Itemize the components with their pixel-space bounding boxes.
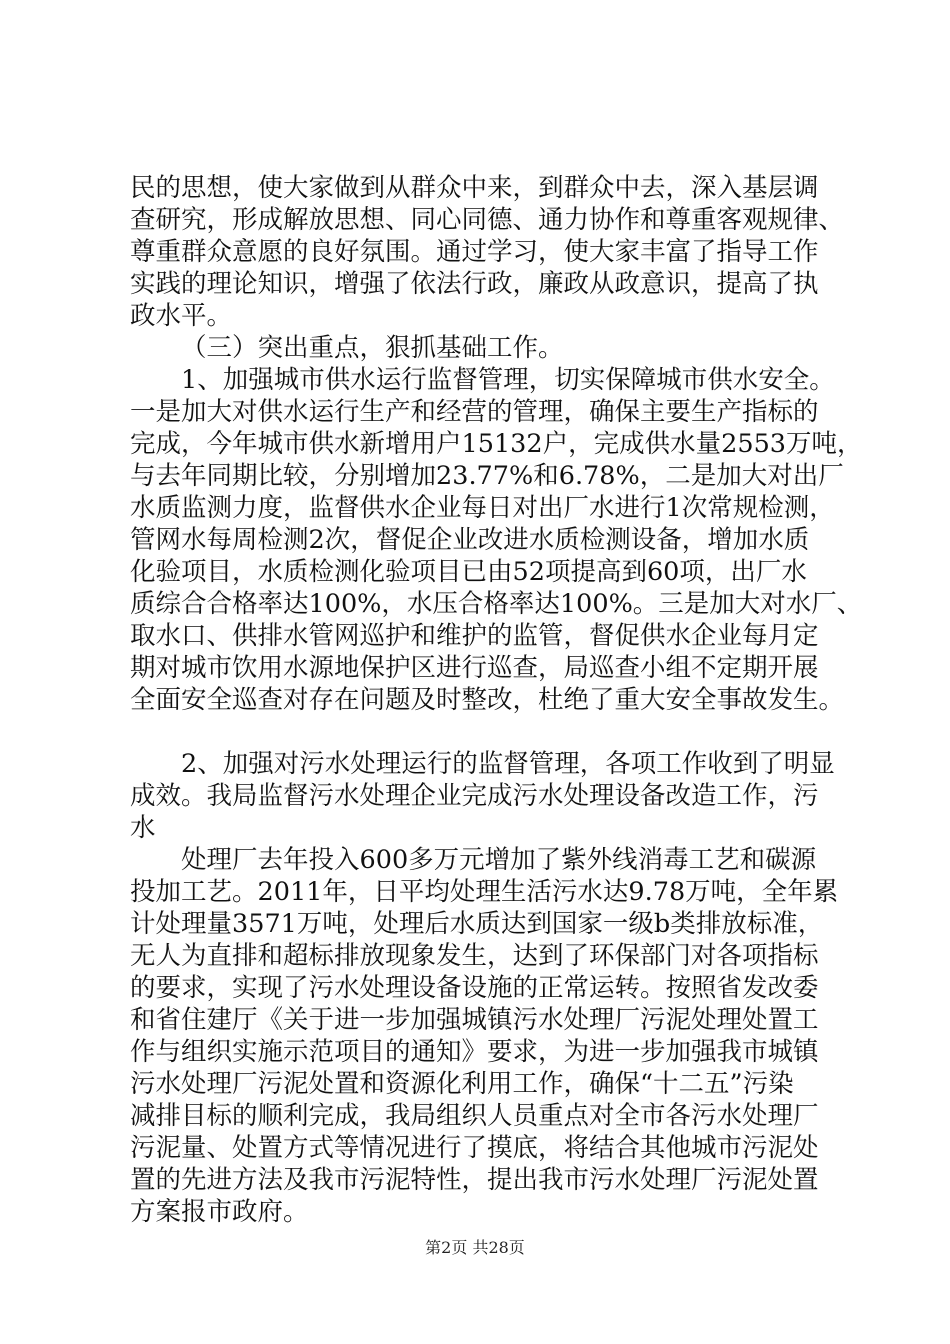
text-line: 投加工艺。2011年，日平均处理生活污水达9.78万吨，全年累 <box>130 877 839 907</box>
text-line: 民的思想，使大家做到从群众中来，到群众中去，深入基层调 <box>130 173 819 203</box>
text-line: 期对城市饮用水源地保护区进行巡查，局巡查小组不定期开展 <box>130 653 819 683</box>
text-line: 质综合合格率达100%，水压合格率达100%。三是加大对水厂、 <box>130 589 863 619</box>
text-line: 成效。我局监督污水处理企业完成污水处理设备改造工作，污 <box>130 781 819 811</box>
page-footer: 第2页 共28页 <box>425 1238 525 1257</box>
text-line: 取水口、供排水管网巡护和维护的监管，督促供水企业每月定 <box>130 621 819 651</box>
text-line: 无人为直排和超标排放现象发生，达到了环保部门对各项指标 <box>130 941 819 971</box>
text-line: 污水处理厂污泥处置和资源化利用工作，确保“十二五”污染 <box>130 1069 794 1099</box>
text-line: 完成，今年城市供水新增用户15132户，完成供水量2553万吨， <box>130 429 863 459</box>
text-line: 政水平。 <box>130 301 233 331</box>
text-line: 查研究，形成解放思想、同心同德、通力协作和尊重客观规律、 <box>130 205 845 235</box>
text-line: 水 <box>130 813 156 843</box>
text-line: 减排目标的顺利完成，我局组织人员重点对全市各污水处理厂 <box>130 1101 819 1131</box>
text-line: 尊重群众意愿的良好氛围。通过学习，使大家丰富了指导工作 <box>130 237 819 267</box>
text-line: 和省住建厅《关于进一步加强城镇污水处理厂污泥处理处置工 <box>130 1005 819 1035</box>
text-line: 作与组织实施示范项目的通知》要求，为进一步加强我市城镇 <box>130 1037 819 1067</box>
section-heading: （三）突出重点，狠抓基础工作。 <box>181 333 564 363</box>
text-line: 方案报市政府。 <box>130 1197 309 1227</box>
paragraph-start: 处理厂去年投入600多万元增加了紫外线消毒工艺和碳源 <box>181 845 817 875</box>
text-line: 计处理量3571万吨，处理后水质达到国家一级b类排放标准， <box>130 909 824 939</box>
text-line: 一是加大对供水运行生产和经营的管理，确保主要生产指标的 <box>130 397 819 427</box>
paragraph-start: 1、加强城市供水运行监督管理，切实保障城市供水安全。 <box>181 365 835 395</box>
text-line: 管网水每周检测2次，督促企业改进水质检测设备，增加水质 <box>130 525 810 555</box>
text-line: 污泥量、处置方式等情况进行了摸底，将结合其他城市污泥处 <box>130 1133 819 1163</box>
text-line: 置的先进方法及我市污泥特性，提出我市污水处理厂污泥处置 <box>130 1165 819 1195</box>
text-line: 化验项目，水质检测化验项目已由52项提高到60项，出厂水 <box>130 557 807 587</box>
text-line: 全面安全巡查对存在问题及时整改，杜绝了重大安全事故发生。 <box>130 685 845 715</box>
paragraph-start: 2、加强对污水处理运行的监督管理，各项工作收到了明显 <box>181 749 835 779</box>
text-line: 的要求，实现了污水处理设备设施的正常运转。按照省发改委 <box>130 973 819 1003</box>
text-line: 实践的理论知识，增强了依法行政，廉政从政意识，提高了执 <box>130 269 819 299</box>
text-line: 与去年同期比较，分别增加23.77%和6.78%，二是加大对出厂 <box>130 461 844 491</box>
text-line: 水质监测力度，监督供水企业每日对出厂水进行1次常规检测， <box>130 493 835 523</box>
